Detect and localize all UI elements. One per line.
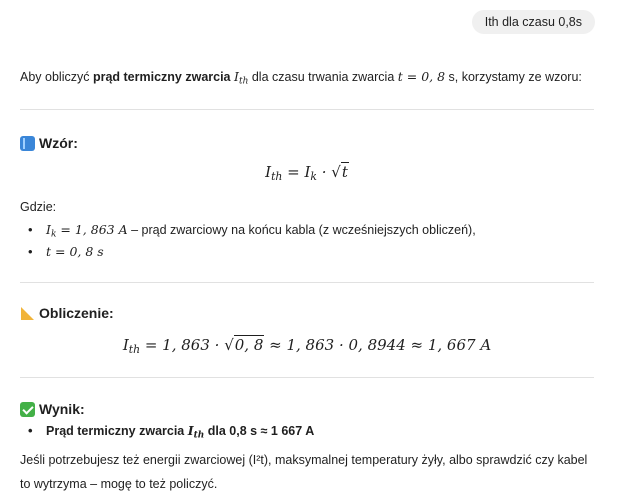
intro-bold: prąd termiczny zwarcia: [92, 70, 231, 84]
sqrt-symbol: √: [224, 336, 234, 354]
gdzie-label: Gdzie:: [20, 200, 57, 214]
intro-paragraph: [20, 69, 582, 87]
calculation-formula: $I_{th} = 1$, 863 · √0, 8 ≈ 1, 863 · 0, 8944 ≈ 1, 667 A: [122, 336, 492, 357]
obliczenie-heading: Obliczenie:: [20, 305, 114, 321]
triangular-ruler-icon: [20, 306, 35, 321]
intro-prefix: Aby obliczyć: [20, 70, 93, 84]
blue-book-icon: [20, 136, 35, 151]
green-check-icon: [20, 402, 35, 417]
wzor-heading: Wzór:: [20, 135, 78, 151]
ith-symbol: $I_{th}$: [234, 69, 249, 87]
closing-paragraph: Jeśli potrzebujesz też energii zwarciowej (I²t), maksymalnej temperatury żyły, albo sprawdzić czy kabel to wytrzyma – mogę to też policzyć.: [20, 453, 588, 491]
list-item: • $I_k = 1$, 863 A – prąd zwarciowy na końcu kabla (z wcześniejszych obliczeń),: [20, 219, 476, 241]
user-message-text: Ith dla czasu 0,8s: [484, 15, 582, 29]
wynik-heading: Wynik:: [20, 401, 85, 417]
formula-ith: $I_{th} = I_k \cdot √t$: [265, 163, 348, 184]
list-item: • t = 0, 8 s: [20, 241, 476, 263]
variables-list: [20, 219, 476, 263]
divider: [20, 377, 594, 378]
result-item: • Prąd termiczny zwarcia $I_{th}$ dla 0,8 s ≈ 1 667 A: [20, 420, 314, 442]
divider: [20, 109, 594, 110]
intro-suffix: s, korzystamy ze wzoru:: [445, 70, 582, 84]
result-list: [20, 420, 314, 442]
divider: [20, 282, 594, 283]
sqrt-symbol: √: [331, 163, 341, 181]
time-expression: t = 0, 8: [397, 69, 446, 84]
user-message-bubble: [472, 10, 595, 34]
intro-middle: dla czasu trwania zwarcia: [248, 70, 398, 84]
